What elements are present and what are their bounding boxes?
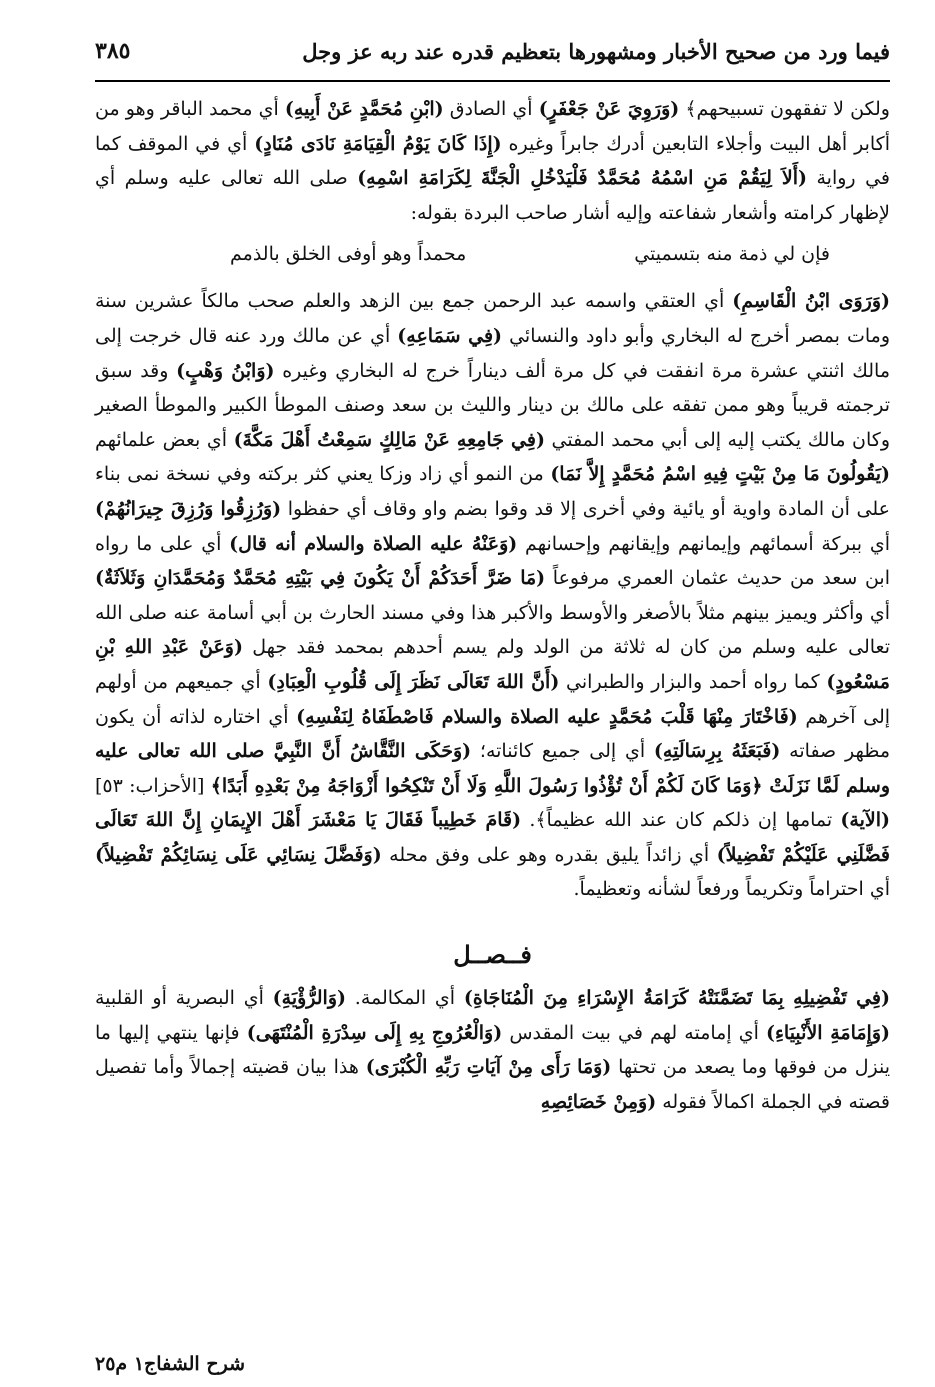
sharh-text: أي وأكثر ويميز بينهم مثلاً بالأصغر والأوسط والأكبر هذا وفي مسند الحارث بن أبي أسامة عنه صلى الله تعالى عليه وسلم من كان له ثلاثة من الولد ولم يسم أحدهم بمحمد فقد جهل <box>95 601 890 659</box>
matn-text: (أَنَّ اللهَ تَعَالَى نَظَرَ إِلَى قُلُوبِ الْعِبَادِ) <box>267 670 560 693</box>
matn-text: (إِذَا كَانَ يَوْمُ الْقِيَامَةِ نَادَى مُنَادٍ) <box>254 132 502 155</box>
paragraph-3 <box>95 981 890 1119</box>
page-header <box>95 30 890 72</box>
matn-text: (وَالْعُرُوجِ بِهِ إِلَى سِدْرَةِ الْمُنْتَهَى) <box>246 1021 503 1044</box>
sharh-text: أي بعض علمائهم <box>95 428 234 451</box>
signature-footer: شرح الشفاج١ م٢٥ <box>95 1353 245 1375</box>
sharh-text: أي محمد الباقر وهو من أكابر أهل البيت وأجلاء التابعين أدرك جابراً وغيره <box>95 98 890 155</box>
sharh-text: أي إمامته لهم في بيت المقدس <box>502 1021 766 1044</box>
matn-text: (ابْنِ مُحَمَّدٍ عَنْ أَبِيهِ) <box>284 98 444 120</box>
sharh-text: أي ببركة أسمائهم وإيمانهم وإيقانهم وإحسانهم <box>517 532 890 555</box>
sharh-text: كما رواه أحمد والبزار والطبراني <box>559 670 827 693</box>
matn-text: (وَابْنُ وَهْبٍ) <box>176 359 275 382</box>
page-body <box>95 92 890 1119</box>
matn-text: (فِي سَمَاعِهِ) <box>397 324 503 347</box>
matn-text: (وَمَا رَأَى مِنْ آيَاتِ رَبِّهِ الْكُبْرَى) <box>365 1056 612 1079</box>
matn-text: (وَعَنْهُ عليه الصلاة والسلام أنه قال) <box>229 532 518 555</box>
sharh-text: من النمو أي زاد وزكا يعني كثر بركته وفي نسخة نمى بناء على أن المادة واوية أو يائية وفي أخرى إلا قد وقوا بضم واو وقاف أي حفظوا <box>95 463 890 520</box>
matn-text: (وَرُزِقُوا وَرُزِقَ جِيرَانُهُمْ) <box>95 497 282 520</box>
matn-text: (وَعَنْ عَبْدِ اللهِ بْنِ مَسْعُودٍ) <box>95 636 890 693</box>
poem-left-hemistich: محمداً وهو أوفى الخلق بالذمم <box>230 243 467 266</box>
matn-text: (الآية) <box>840 809 890 832</box>
matn-text: (فَبَعَثَهُ بِرِسَالَتِهِ) <box>653 740 781 763</box>
sharh-text: أي اختاره لذاته أن يكون مظهر صفاته <box>95 705 890 763</box>
paragraph-1 <box>95 92 890 230</box>
sharh-text: وقد سبق ترجمته قريباً وهو ممن تفقه على مالك بن دينار والليث بن سعد وصنف الموطأ الكبير والموطأ الصغير وكان مالك يكتب إليه إلى أبي محمد المفتي <box>95 359 890 451</box>
poem-verse <box>230 236 830 272</box>
matn-text: (وَفَضَّلَ نِسَائِي عَلَى نِسَائِكُمْ تَفْضِيلاً) <box>95 843 382 866</box>
matn-text: (قَامَ خَطِيباً فَقَالَ يَا مَعْشَرَ أَهْلَ الإِيمَانِ إِنَّ اللهَ تَعَالَى فَضَّلَنِي عَلَيْكُمْ تَفْضِيلاً) <box>95 809 890 866</box>
matn-text: (فَاخْتَارَ مِنْهَا قَلْبَ مُحَمَّدٍ عليه الصلاة والسلام فَاصْطَفَاهُ لِنَفْسِهِ) <box>296 705 798 728</box>
matn-text: (وَحَكَى النَّقَّاشُ أَنَّ النَّبِيَّ صلى الله تعالى عليه وسلم لَمَّا نَزَلَتْ ﴿وَمَا كَانَ لَكُمْ أَنْ تُؤْذُوا رَسُولَ اللَّهِ وَلَا أَنْ تَنْكِحُوا أَزْوَاجَهُ مِنْ بَعْدِهِ أَبَدًا﴾ <box>95 740 890 797</box>
sharh-text: تمامها إن ذلكم كان عند الله عظيماً﴾. <box>521 809 841 832</box>
section-heading: فــصــل <box>453 940 532 970</box>
sharh-text: أي في الموقف كما في رواية <box>95 132 890 190</box>
sharh-text: أي احتراماً وتكريماً ورفعاً لشأنه وتعظيماً. <box>573 878 890 901</box>
sharh-text: أي الصادق <box>443 98 539 120</box>
matn-text: (وَالرُّؤْيَةِ) <box>272 987 346 1010</box>
sharh-text: صلى الله تعالى عليه وسلم أي لإظهار كرامته وأشعار شفاعته وإليه أشار صاحب البردة بقوله: <box>95 167 890 224</box>
page-number: ٣٨٥ <box>95 38 131 64</box>
matn-text: (مَا ضَرَّ أَحَدَكُمْ أَنْ يَكُونَ فِي بَيْتِهِ مُحَمَّدٌ وَمُحَمَّدَانِ وَثَلاَثَةٌ) <box>95 567 546 590</box>
matn-text: (يَقُولُونَ مَا مِنْ بَيْتٍ فِيهِ اسْمُ مُحَمَّدٍ إِلاَّ نَمَا) <box>550 463 890 486</box>
matn-text: (وَرَوِيَ عَنْ جَعْفَرٍ) <box>538 98 680 120</box>
matn-text: (وَرَوَى ابْنُ الْقَاسِمِ) <box>732 290 890 313</box>
sharh-text: أي زائداً يليق بقدره وهو على وفق محله <box>381 843 717 866</box>
paragraph-2 <box>95 284 890 907</box>
sharh-text: فإنها ينتهي إليها ما ينزل من فوقها وما يصعد من تحتها <box>95 1021 891 1079</box>
matn-text: (وَإِمَامَةِ الأَنْبِيَاءِ) <box>765 1021 891 1044</box>
sharh-text: أي إلى جميع كائناته؛ <box>471 740 654 763</box>
sharh-text: أي على ما رواه ابن سعد من حديث عثمان العمري مرفوعاً <box>95 532 890 590</box>
sharh-text: ولكن لا تفقهون تسبيحهم﴾ <box>679 98 890 120</box>
sharh-text: [الأحزاب: ٥٣] <box>95 774 211 797</box>
sharh-text: أي البصرية أو القلبية <box>95 987 273 1010</box>
sharh-text: هذا بيان قضيته إجمالاً وأما تفصيل قصته في الجملة اكمالاً فقوله <box>95 1056 890 1113</box>
sharh-text: أي عن مالك ورد عنه قال خرجت إلى مالك اثنتي عشرة مرة انفقت في كل مرة ألف ديناراً خرج له البخاري وغيره <box>95 324 891 382</box>
matn-text: (وَمِنْ خَصَائِصِهِ <box>540 1090 657 1113</box>
matn-text: (فِي تَفْضِيلِهِ بِمَا تَضَمَّنَتْهُ كَرَامَةُ الإِسْرَاءِ مِنَ الْمُنَاجَاةِ) <box>463 987 891 1010</box>
sharh-text: أي المكالمة. <box>346 987 464 1010</box>
running-title: فيما ورد من صحيح الأخبار ومشهورها بتعظيم قدره عند ربه عز وجل <box>302 38 890 64</box>
poem-right-hemistich: فإن لي ذمة منه بتسميتي <box>634 243 830 266</box>
sharh-text: أي العتقي واسمه عبد الرحمن جمع بين الزهد والعلم صحب مالكاً عشرين سنة ومات بمصر أخرج له البخاري وأبو داود والنسائي <box>95 290 891 347</box>
header-rule <box>95 80 890 82</box>
matn-text: (أَلاَ لِيَقُمْ مَنِ اسْمُهُ مُحَمَّدٌ فَلْيَدْخُلِ الْجَنَّةَ لِكَرَامَةِ اسْمِهِ) <box>357 167 808 190</box>
matn-text: (فِي جَامِعِهِ عَنْ مَالِكٍ سَمِعْتُ أَهْلَ مَكَّةَ) <box>233 428 545 451</box>
sharh-text: أي جميعهم من أولهم إلى آخرهم <box>95 670 891 728</box>
